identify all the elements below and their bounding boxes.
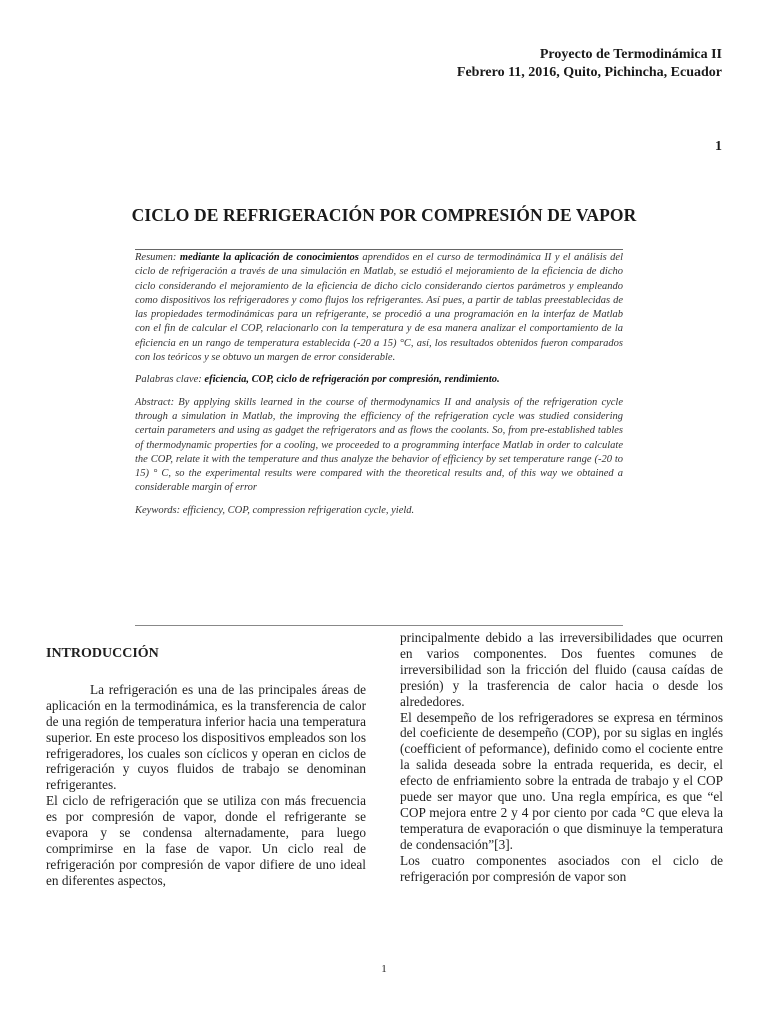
page-title: CICLO DE REFRIGERACIÓN POR COMPRESIÓN DE VAPOR [131, 205, 637, 225]
resumen-text: aprendidos en el curso de termodinámica II y el análisis del ciclo de refrigeración a través de una simulación en Matlab, se estudió el mejoramiento de la eficiencia de dicho ciclo considerando el mejoramiento de la eficiencia de dicho ciclo considerando ciertos parámetros y empleando como dispositivos los refrigeradores y como flujos los refrigerantes. Así pues, a partir de tablas preestablecidas de las propiedades termodinámicas para un refrigerante, se procedió a una programación en la interfaz de Matlab con el fin de calcular el COP, relacionarlo con la temperatura y de esa manera analizar el comportamiento de la eficiencia en un rango de temperatura establecida (-20 a 15) °C, así, los resultados obtenidos fueron comparados con los teóricos y se obtuvo un margen de error considerable. [135, 252, 624, 364]
left-column [46, 630, 366, 889]
right-paragraph-1: principalmente debido a las irreversibilidades que ocurren en varios componentes. Dos fuentes comunes de irreversibilidad son la fricción del fluido (causa caídas de presión) y la trasferencia de calor hacia o desde los alrededores. [400, 630, 723, 709]
right-paragraph-2: El desempeño de los refrigeradores se expresa en términos del coeficiente de desempeño (COP), por su siglas en inglés (coefficient of peformance), definido como el cociente entre la salida deseada sobre la entrada requerida, es decir, el efecto de enfriamiento sobre la entrada de trabajo y el COP puede ser mayor que uno. Una regla empírica, es que “el COP mejora entre 2 y 4 por ciento por cada °C que eleva la temperatura de evaporación o que disminuye la temperatura de condensación”[3]. [400, 709, 723, 852]
abstract-box [135, 249, 623, 525]
resumen-bold: mediante la aplicación de conocimientos [179, 252, 359, 263]
introduction-heading: INTRODUCCIÓN [46, 646, 159, 661]
header-project: Proyecto de Termodinámica II [539, 47, 722, 62]
abstract-english: Abstract: By applying skills learned in the course of thermodynamics II and analysis of the refrigeration cycle through a simulation in Matlab, the improving the efficiency of the refrigeration cycle was studied considering certain parameters and using as gadget the refrigerators and as flows the coolants. So, from pre-established tables of thermodynamic properties for a cooling, we proceeded to a programming interface Matlab in order to calculate the COP, relate it with the temperature and thus analyze the behavior of efficiency by set temperature range (-20 to 15) ° C, so the experimental results were compared with the theoretical results and, of this way we obtained a considerable margin of error [135, 396, 623, 494]
running-header [457, 46, 722, 82]
palabras-bold: eficiencia, COP, ciclo de refrigeración por compresión, rendimiento. [204, 374, 500, 386]
section-number: 1 [715, 139, 722, 154]
palabras-clave-paragraph [135, 372, 623, 387]
keywords-paragraph: Keywords: efficiency, COP, compression refrigeration cycle, yield. [135, 504, 415, 516]
resumen-paragraph [135, 250, 623, 365]
intro-paragraph-2: El ciclo de refrigeración que se utiliza con más frecuencia es por compresión de vapor, donde el refrigerante se evapora y se condensa alternadamente, para luego comprimirse en la fase de vapor. Un ciclo real de refrigeración por compresión de vapor difiere de uno ideal en diferentes aspectos, [46, 793, 366, 888]
resumen-label: Resumen: [135, 252, 180, 263]
header-date-place: Febrero 11, 2016, Quito, Pichincha, Ecuador [456, 65, 722, 80]
intro-paragraph-1: La refrigeración es una de las principales áreas de aplicación en la termodinámica, es la transferencia de calor de una región de temperatura inferior hacia una temperatura superior. En este proceso los dispositivos empleados son los refrigeradores, los cuales son cíclicos y operan en ciclos de refrigeración y cuyos fluidos de trabajo se denominan refrigerantes. [46, 681, 366, 793]
right-paragraph-3: Los cuatro componentes asociados con el ciclo de refrigeración por compresión de vapor son [400, 852, 723, 884]
palabras-label: Palabras clave: [135, 374, 205, 386]
right-column [400, 630, 723, 885]
footer-page-number: 1 [381, 963, 387, 975]
abstract-divider [135, 625, 623, 626]
